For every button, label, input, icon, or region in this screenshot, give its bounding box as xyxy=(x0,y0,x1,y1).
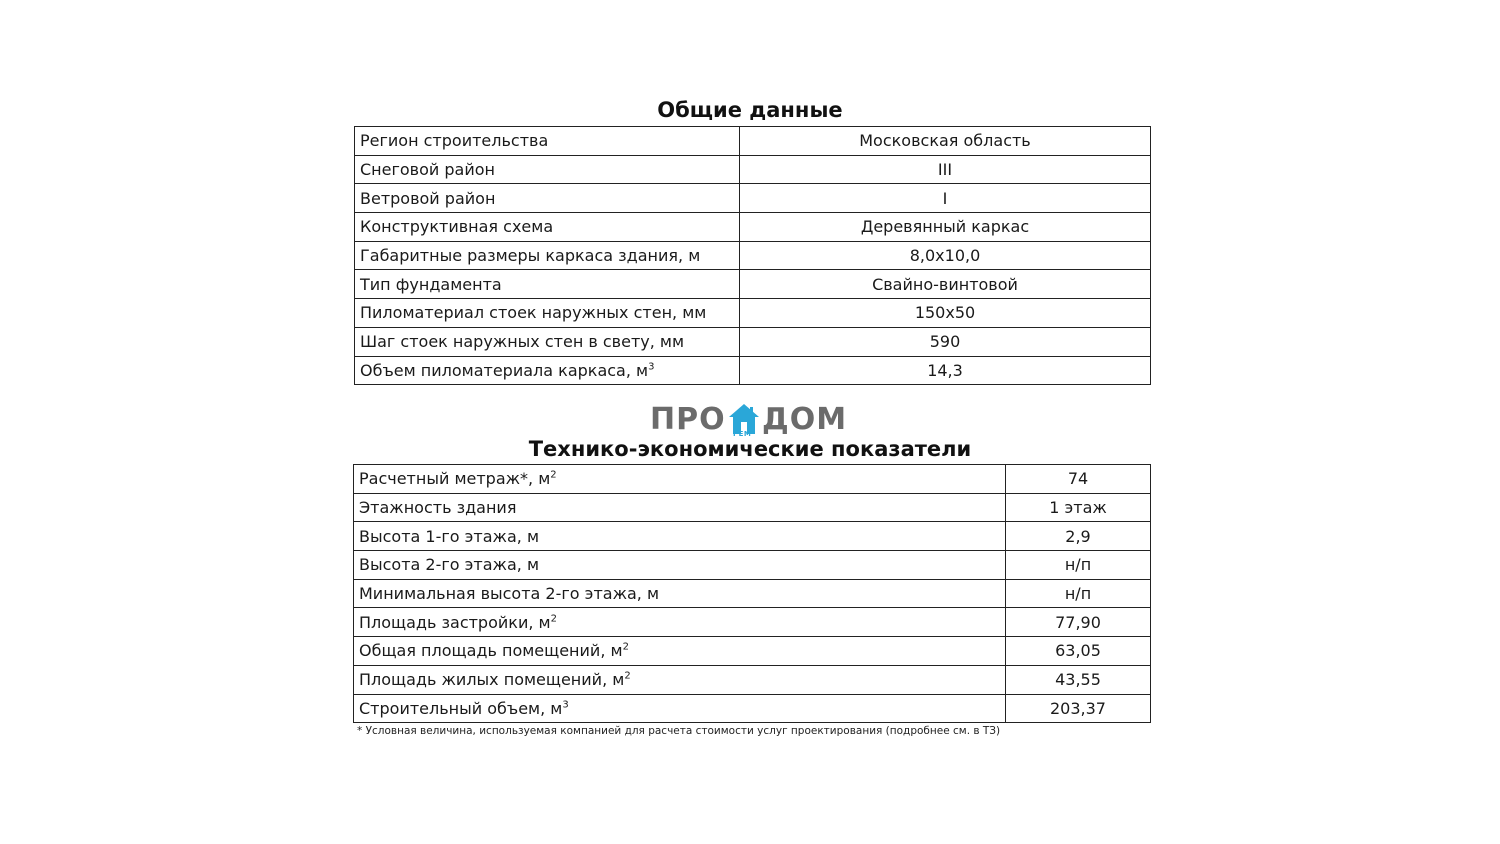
table-row xyxy=(354,522,1151,551)
row-label-cell xyxy=(355,213,740,242)
row-value: 74 xyxy=(1006,465,1151,494)
row-value: 63,05 xyxy=(1006,637,1151,666)
row-label-cell xyxy=(355,327,740,356)
row-label: Минимальная высота 2-го этажа, м xyxy=(359,584,660,604)
row-label: Этажность здания xyxy=(359,498,517,518)
row-label-cell xyxy=(354,579,1006,608)
logo-text-left: ПРО xyxy=(650,402,726,437)
row-value: н/п xyxy=(1006,551,1151,580)
row-label: Пиломатериал стоек наружных стен, мм xyxy=(360,303,707,323)
row-value: 77,90 xyxy=(1006,608,1151,637)
table-row xyxy=(355,184,1151,213)
unit-exponent: 2 xyxy=(622,642,629,654)
unit-exponent: 3 xyxy=(562,699,569,711)
row-value: 8,0х10,0 xyxy=(740,241,1151,270)
row-label: Регион строительства xyxy=(360,131,549,151)
row-label: Объем пиломатериала каркаса, м xyxy=(360,360,649,380)
row-value: Деревянный каркас xyxy=(740,213,1151,242)
row-value: 1 этаж xyxy=(1006,493,1151,522)
row-label-cell xyxy=(355,299,740,328)
row-value: Свайно-винтовой xyxy=(740,270,1151,299)
row-label: Площадь застройки, м xyxy=(359,612,551,632)
row-label-cell xyxy=(354,465,1006,494)
row-value: I xyxy=(740,184,1151,213)
unit-exponent: 2 xyxy=(550,613,557,625)
footnote: * Условная величина, используемая компанией для расчета стоимости услуг проектирования (подробнее см. в ТЗ) xyxy=(357,725,1001,737)
company-logo xyxy=(650,400,850,440)
row-label-cell xyxy=(355,270,740,299)
row-value: 43,55 xyxy=(1006,665,1151,694)
row-label: Высота 1-го этажа, м xyxy=(359,526,540,546)
row-value: н/п xyxy=(1006,579,1151,608)
row-label-cell xyxy=(355,127,740,156)
row-value: III xyxy=(740,155,1151,184)
row-label-cell xyxy=(355,241,740,270)
row-label: Снеговой район xyxy=(360,160,495,180)
row-value: 14,3 xyxy=(740,356,1151,385)
table-row xyxy=(354,608,1151,637)
unit-exponent: 2 xyxy=(550,470,557,482)
row-label-cell xyxy=(355,155,740,184)
row-label-cell xyxy=(354,637,1006,666)
row-label-cell xyxy=(354,522,1006,551)
tech-indicators-title: Технико-экономические показатели xyxy=(528,437,972,461)
row-label: Габаритные размеры каркаса здания, м xyxy=(360,246,701,266)
row-value: Московская область xyxy=(740,127,1151,156)
row-label: Ветровой район xyxy=(360,188,496,208)
row-label-cell xyxy=(354,551,1006,580)
row-label: Площадь жилых помещений, м xyxy=(359,670,625,690)
row-label-cell xyxy=(354,694,1006,723)
row-value: 2,9 xyxy=(1006,522,1151,551)
row-label: Общая площадь помещений, м xyxy=(359,641,623,661)
row-label: Тип фундамента xyxy=(360,274,502,294)
table-row xyxy=(355,299,1151,328)
row-label: Высота 2-го этажа, м xyxy=(359,555,540,575)
row-label-cell xyxy=(354,608,1006,637)
tech-indicators-table xyxy=(353,464,1151,723)
logo-text-right: ДОМ xyxy=(762,402,848,437)
table-row xyxy=(354,694,1151,723)
unit-exponent: 3 xyxy=(648,361,655,373)
table-row xyxy=(354,493,1151,522)
table-row xyxy=(355,127,1151,156)
logo-subtext: РЕМ xyxy=(733,430,752,438)
row-label: Шаг стоек наружных стен в свету, мм xyxy=(360,332,685,352)
table-row xyxy=(355,213,1151,242)
row-label: Расчетный метраж*, м xyxy=(359,469,551,489)
row-value: 203,37 xyxy=(1006,694,1151,723)
table-row xyxy=(355,155,1151,184)
table-row xyxy=(354,551,1151,580)
table-row xyxy=(355,241,1151,270)
table-row xyxy=(355,356,1151,385)
row-label-cell xyxy=(355,184,740,213)
general-data-title: Общие данные xyxy=(657,98,843,122)
unit-exponent: 2 xyxy=(624,670,631,682)
table-row xyxy=(354,465,1151,494)
row-label-cell xyxy=(354,665,1006,694)
table-row xyxy=(355,327,1151,356)
row-label-cell xyxy=(354,493,1006,522)
row-label-cell xyxy=(355,356,740,385)
table-row xyxy=(354,579,1151,608)
general-data-table xyxy=(354,126,1151,385)
table-row xyxy=(354,665,1151,694)
row-value: 150х50 xyxy=(740,299,1151,328)
row-value: 590 xyxy=(740,327,1151,356)
row-label: Строительный объем, м xyxy=(359,698,563,718)
table-row xyxy=(354,637,1151,666)
row-label: Конструктивная схема xyxy=(360,217,554,237)
table-row xyxy=(355,270,1151,299)
